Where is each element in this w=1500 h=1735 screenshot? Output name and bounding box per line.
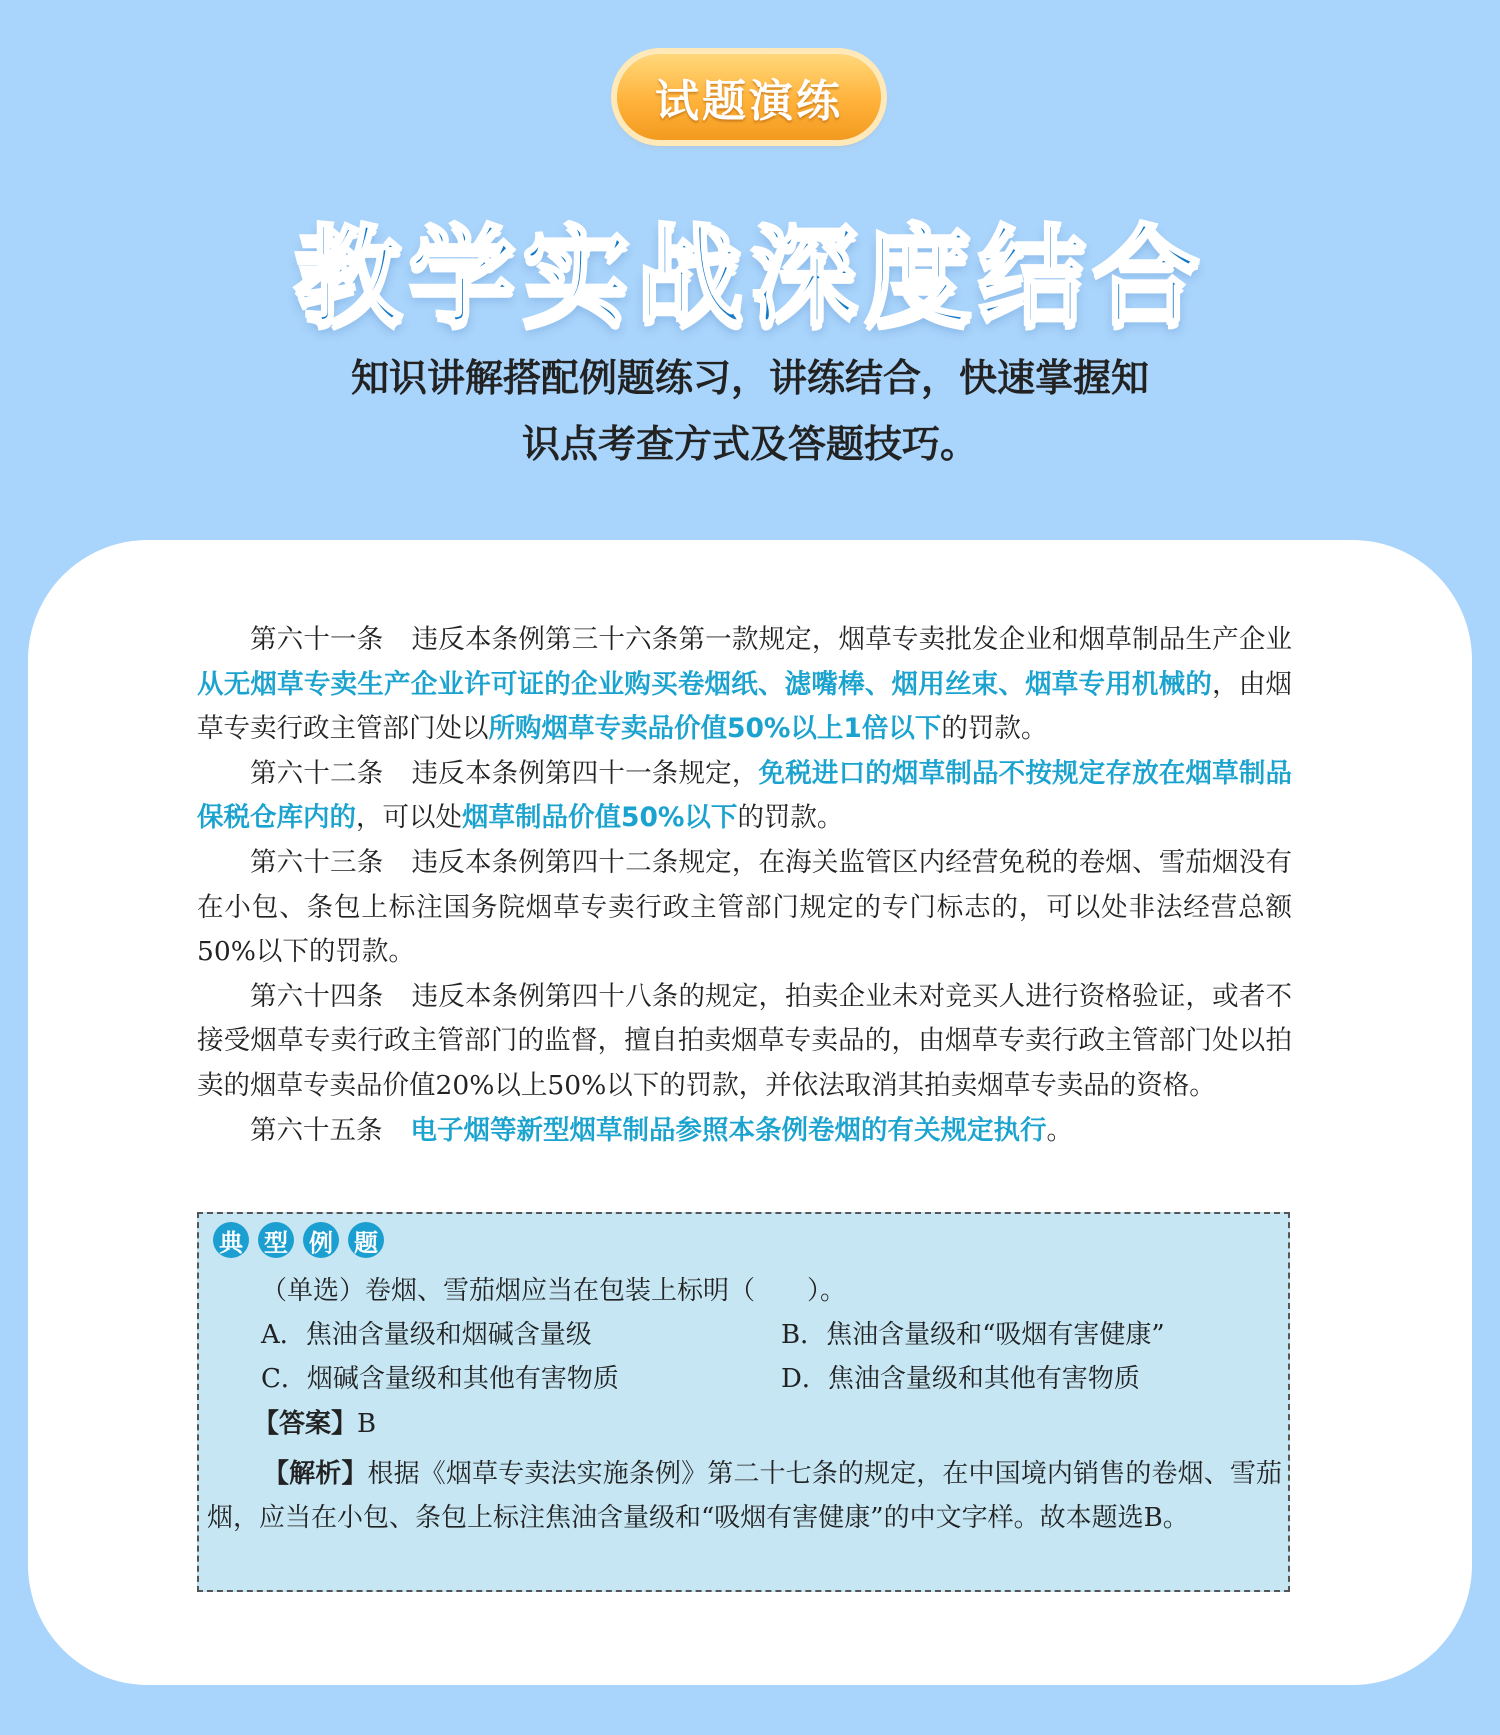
title-char: 型: [258, 1222, 294, 1258]
answer-label: 【答案】: [253, 1409, 358, 1439]
article-62: [197, 752, 1292, 841]
subtitle-line-1: 知识讲解搭配例题练习，讲练结合，快速掌握知: [350, 356, 1149, 400]
title-char: 题: [348, 1222, 384, 1258]
article-text: ，由烟草专卖行政主管部门处以: [197, 668, 1293, 745]
highlight-text: 从无烟草专卖生产企业许可证的企业购买卷烟纸、滤嘴棒、烟用丝束、烟草专用机械的: [197, 668, 1213, 700]
article-64: [197, 975, 1292, 1109]
example-title: [213, 1222, 384, 1258]
highlight-text: 所购烟草专卖品价值50%以上1倍以下: [488, 713, 942, 745]
highlight-text: 烟草制品价值50%以下: [462, 802, 738, 834]
article-text: 。: [1046, 1114, 1073, 1146]
section-badge: 试题演练: [617, 54, 881, 140]
subtitle-line-2: 识点考查方式及答题技巧。: [521, 422, 978, 466]
option-d: D．焦油含量级和其他有害物质: [781, 1364, 1140, 1394]
article-label: 第六十一条: [250, 624, 384, 655]
article-label: 第六十四条: [250, 980, 384, 1012]
law-articles: [197, 618, 1292, 1153]
answer-value: B: [357, 1409, 377, 1439]
option-b: B．焦油含量级和“吸烟有害健康”: [781, 1320, 1165, 1350]
title-char: 典: [213, 1222, 249, 1258]
analysis-text: [207, 1452, 1282, 1540]
article-label: 第六十二条: [250, 757, 384, 789]
option-c: C．烟碱含量级和其他有害物质: [261, 1364, 619, 1394]
analysis-label: 【解析】: [263, 1459, 368, 1489]
headline: 教学实战深度结合: [293, 215, 1206, 340]
subtitle: [0, 345, 1500, 477]
title-char: 例: [303, 1222, 339, 1258]
article-61: [197, 618, 1292, 752]
article-63: [197, 841, 1292, 975]
article-label: 第六十五条: [250, 1114, 383, 1146]
article-text: 违反本条例第四十八条的规定，拍卖企业未对竞买人进行资格验证，或者不接受烟草专卖行政主管部门的监督，擅自拍卖烟草专卖品的，由烟草专卖行政主管部门处以拍卖的烟草专卖品价值20%以上50%以下的罚款，并依法取消其拍卖烟草专卖品的资格。: [197, 980, 1293, 1101]
example-question: （单选）卷烟、雪茄烟应当在包装上标明（ ）。: [261, 1276, 847, 1306]
option-a: A．焦油含量级和烟碱含量级: [261, 1320, 592, 1350]
article-text: 违反本条例第四十一条规定，: [411, 757, 759, 789]
answer-line: [253, 1403, 376, 1440]
example-box: [197, 1212, 1290, 1592]
highlight-text: 电子烟等新型烟草制品参照本条例卷烟的有关规定执行: [410, 1114, 1047, 1146]
highlight-text: 免税进口的烟草制品不按规定存放在烟草制品保税仓库内的: [197, 757, 1293, 834]
article-text: 违反本条例第四十二条规定，在海关监管区内经营免税的卷烟、雪茄烟没有在小包、条包上标注国务院烟草专卖行政主管部门规定的专门标志的，可以处非法经营总额50%以下的罚款。: [197, 846, 1293, 968]
article-text: ，可以处: [356, 802, 462, 834]
article-label: 第六十三条: [250, 846, 384, 878]
article-text: 的罚款。: [941, 713, 1048, 745]
analysis-body: 根据《烟草专卖法实施条例》第二十七条的规定，在中国境内销售的卷烟、雪茄烟，应当在小包、条包上标注焦油含量级和“吸烟有害健康”的中文字样。故本题选B。: [207, 1459, 1282, 1533]
article-text: 违反本条例第三十六条第一款规定，烟草专卖批发企业和烟草制品生产企业: [411, 624, 1293, 655]
article-65: [197, 1109, 1292, 1154]
article-text: 的罚款。: [737, 802, 844, 834]
